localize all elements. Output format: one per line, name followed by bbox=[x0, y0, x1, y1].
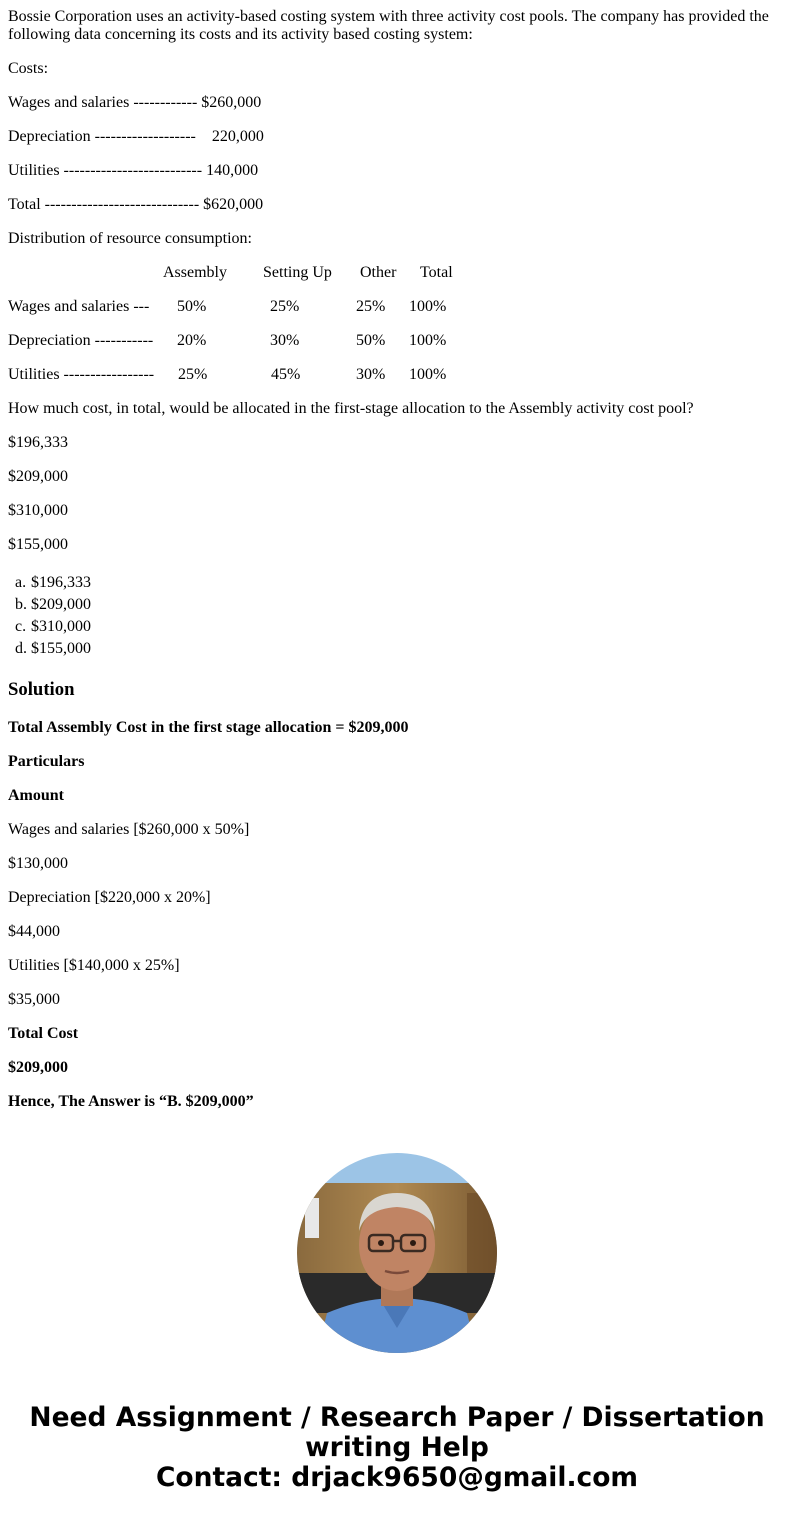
table-cell: 50% bbox=[356, 332, 386, 349]
amount-label: Amount bbox=[8, 787, 65, 804]
table-header-setting-up: Setting Up bbox=[263, 264, 332, 281]
answer-line: $310,000 bbox=[8, 502, 68, 519]
solution-item-desc: Utilities [$140,000 x 25%] bbox=[8, 957, 180, 974]
table-cell: 30% bbox=[356, 366, 386, 383]
table-row-label: Depreciation ----------- bbox=[8, 332, 154, 349]
option-text: $310,000 bbox=[31, 618, 91, 635]
option-text: $196,333 bbox=[31, 574, 91, 591]
cost-line-utilities: Utilities -------------------------- 140,000 bbox=[8, 162, 259, 179]
table-cell: 25% bbox=[178, 366, 208, 383]
table-header-other: Other bbox=[360, 264, 397, 281]
total-cost-label: Total Cost bbox=[8, 1025, 79, 1042]
option-c bbox=[8, 616, 91, 638]
table-cell: 100% bbox=[409, 298, 447, 315]
table-row-label: Wages and salaries --- bbox=[8, 298, 150, 315]
solution-heading: Solution bbox=[8, 679, 75, 700]
table-cell: 30% bbox=[270, 332, 300, 349]
table-cell: 25% bbox=[270, 298, 300, 315]
solution-item-amount: $44,000 bbox=[8, 923, 60, 940]
table-header-total: Total bbox=[420, 264, 453, 281]
table-cell: 50% bbox=[177, 298, 207, 315]
cost-line-depreciation: Depreciation ------------------- 220,000 bbox=[8, 128, 264, 145]
answer-line: $196,333 bbox=[8, 434, 68, 451]
option-letter: d. bbox=[15, 640, 27, 657]
total-cost-value: $209,000 bbox=[8, 1059, 68, 1076]
option-text: $155,000 bbox=[31, 640, 91, 657]
option-letter: b. bbox=[15, 596, 27, 613]
solution-item-amount: $35,000 bbox=[8, 991, 60, 1008]
option-b bbox=[8, 594, 91, 616]
portrait-illustration bbox=[297, 1153, 497, 1353]
table-cell: 100% bbox=[409, 366, 447, 383]
option-a bbox=[8, 572, 91, 594]
cost-line-wages: Wages and salaries ------------ $260,000 bbox=[8, 94, 262, 111]
costs-heading: Costs: bbox=[8, 60, 49, 77]
table-header-assembly: Assembly bbox=[163, 264, 227, 281]
particulars-label: Particulars bbox=[8, 753, 85, 770]
option-letter: a. bbox=[15, 574, 27, 591]
answer-options-list bbox=[8, 572, 91, 660]
solution-item-desc: Depreciation [$220,000 x 20%] bbox=[8, 889, 211, 906]
table-cell: 20% bbox=[177, 332, 207, 349]
option-d bbox=[8, 638, 91, 660]
promo-banner bbox=[0, 1403, 794, 1493]
table-cell: 100% bbox=[409, 332, 447, 349]
table-cell: 45% bbox=[271, 366, 301, 383]
option-text: $209,000 bbox=[31, 596, 91, 613]
banner-line: writing Help bbox=[305, 1432, 489, 1463]
banner-contact: Contact: drjack9650@gmail.com bbox=[155, 1462, 639, 1493]
option-letter: c. bbox=[15, 618, 27, 635]
answer-line: $155,000 bbox=[8, 536, 68, 553]
question-prompt: How much cost, in total, would be allocated in the first-stage allocation to the Assembly activity cost pool? bbox=[8, 400, 694, 417]
cost-line-total: Total ----------------------------- $620,000 bbox=[8, 196, 264, 213]
distribution-heading: Distribution of resource consumption: bbox=[8, 230, 252, 247]
solution-item-desc: Wages and salaries [$260,000 x 50%] bbox=[8, 821, 250, 838]
solution-item-amount: $130,000 bbox=[8, 855, 68, 872]
answer-line: $209,000 bbox=[8, 468, 68, 485]
banner-line: Need Assignment / Research Paper / Dissertation bbox=[29, 1402, 765, 1433]
solution-conclusion: Hence, The Answer is “B. $209,000” bbox=[8, 1093, 254, 1110]
author-photo bbox=[297, 1153, 497, 1353]
question-intro: Bossie Corporation uses an activity-based costing system with three activity cost pools. The company has provided the following data concerning its costs and its activity based costing system: bbox=[8, 8, 769, 43]
table-cell: 25% bbox=[356, 298, 386, 315]
table-row-label: Utilities ----------------- bbox=[8, 366, 155, 383]
solution-summary: Total Assembly Cost in the first stage allocation = $209,000 bbox=[8, 719, 409, 736]
